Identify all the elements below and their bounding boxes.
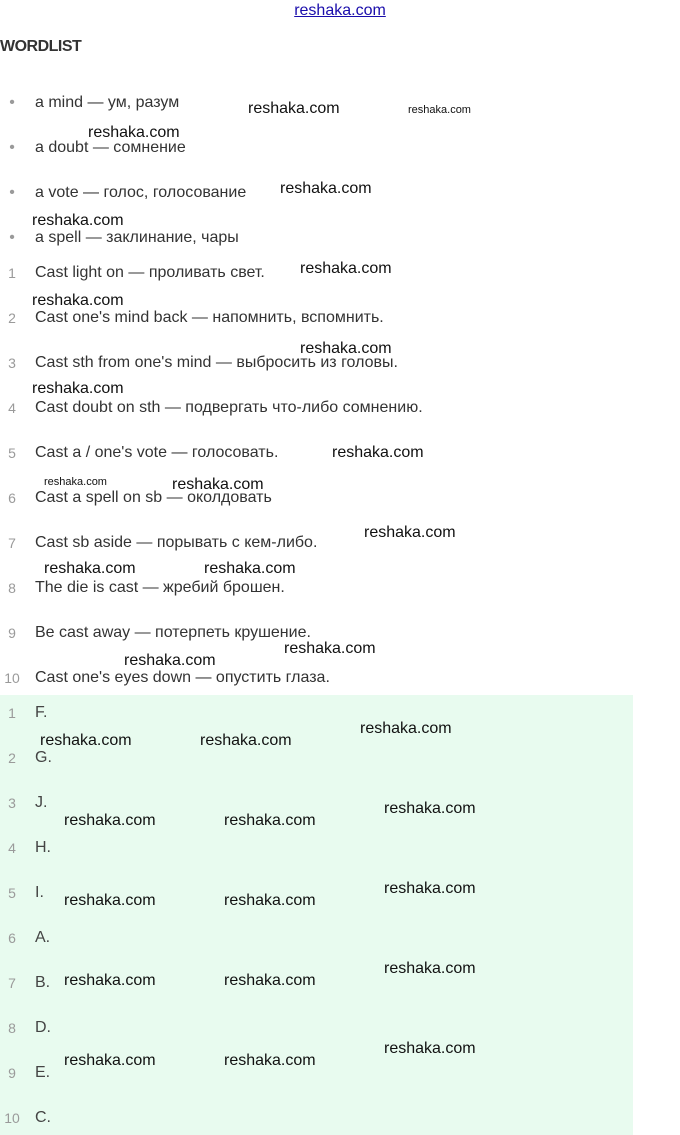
watermark: reshaka.com [280, 180, 372, 197]
watermark: reshaka.com [64, 972, 156, 989]
watermark: reshaka.com [224, 892, 316, 909]
list-item-text: Cast doubt on sth — подвергать что-либо сомнению. [35, 399, 423, 416]
watermark: reshaka.com [124, 652, 216, 669]
answer-letter: F. [35, 704, 48, 721]
list-item-text: Be cast away — потерпеть крушение. [35, 624, 311, 641]
watermark: reshaka.com [384, 880, 476, 897]
item-number: 10 [4, 670, 20, 686]
watermark: reshaka.com [64, 892, 156, 909]
watermark: reshaka.com [300, 340, 392, 357]
watermark: reshaka.com [248, 100, 340, 117]
list-item-text: a vote — голос, голосование [35, 184, 247, 201]
item-number: 6 [8, 490, 16, 506]
item-number: 9 [8, 625, 16, 641]
watermark: reshaka.com [384, 960, 476, 977]
answer-number: 2 [8, 750, 16, 766]
list-item-text: Cast sb aside — порывать с кем-либо. [35, 534, 318, 551]
watermark: reshaka.com [284, 640, 376, 657]
answer-number: 6 [8, 930, 16, 946]
answer-letter: I. [35, 884, 44, 901]
watermark: reshaka.com [172, 476, 264, 493]
list-item-text: a mind — ум, разум [35, 94, 180, 111]
answer-letter: G. [35, 749, 52, 766]
watermark: reshaka.com [40, 732, 132, 749]
item-number: 4 [8, 400, 16, 416]
answer-number: 3 [8, 795, 16, 811]
answer-letter: B. [35, 974, 51, 991]
watermark: reshaka.com [224, 1052, 316, 1069]
answer-letter: C. [35, 1109, 51, 1126]
watermark: reshaka.com [44, 560, 136, 577]
watermark: reshaka.com [224, 972, 316, 989]
item-number: 7 [8, 535, 16, 551]
answer-number: 7 [8, 975, 16, 991]
list-item-text: Cast one's mind back — напомнить, вспомнить. [35, 309, 384, 326]
answer-letter: D. [35, 1019, 51, 1036]
item-number: 8 [8, 580, 16, 596]
list-item-text: The die is cast — жребий брошен. [35, 579, 285, 596]
watermark: reshaka.com [384, 800, 476, 817]
page-title: WORDLIST [0, 38, 82, 55]
list-item-text: Cast a / one's vote — голосовать. [35, 444, 279, 461]
bullet-marker: • [9, 229, 15, 246]
answer-letter: H. [35, 839, 51, 856]
item-number: 5 [8, 445, 16, 461]
watermark: reshaka.com [32, 292, 124, 309]
watermark: reshaka.com [32, 380, 124, 397]
answer-number: 5 [8, 885, 16, 901]
watermark: reshaka.com [364, 524, 456, 541]
watermark: reshaka.com [88, 124, 180, 141]
list-item-text: a spell — заклинание, чары [35, 229, 239, 246]
watermark: reshaka.com [360, 720, 452, 737]
watermark: reshaka.com [300, 260, 392, 277]
bullet-marker: • [9, 94, 15, 111]
bullet-marker: • [9, 139, 15, 156]
watermark: reshaka.com [200, 732, 292, 749]
answer-letter: E. [35, 1064, 51, 1081]
watermark: reshaka.com [384, 1040, 476, 1057]
answer-number: 9 [8, 1065, 16, 1081]
list-item-text: a doubt — сомнение [35, 139, 186, 156]
list-item-text: Cast sth from one's mind — выбросить из головы. [35, 354, 398, 371]
answer-number: 8 [8, 1020, 16, 1036]
watermark: reshaka.com [32, 212, 124, 229]
answer-letter: J. [35, 794, 48, 811]
list-item-text: Cast one's eyes down — опустить глаза. [35, 669, 330, 686]
watermark: reshaka.com [332, 444, 424, 461]
item-number: 2 [8, 310, 16, 326]
item-number: 1 [8, 265, 16, 281]
watermark: reshaka.com [224, 812, 316, 829]
item-number: 3 [8, 355, 16, 371]
answer-letter: A. [35, 929, 51, 946]
bullet-marker: • [9, 184, 15, 201]
answer-number: 1 [8, 705, 16, 721]
watermark: reshaka.com [64, 812, 156, 829]
list-item-text: Cast a spell on sb — околдовать [35, 489, 272, 506]
site-link[interactable]: reshaka.com [294, 2, 386, 19]
watermark: reshaka.com [204, 560, 296, 577]
list-item-text: Cast light on — проливать свет. [35, 264, 265, 281]
watermark: reshaka.com [64, 1052, 156, 1069]
answer-number: 10 [4, 1110, 20, 1126]
answer-number: 4 [8, 840, 16, 856]
watermark: reshaka.com [44, 476, 107, 488]
watermark: reshaka.com [408, 104, 471, 116]
